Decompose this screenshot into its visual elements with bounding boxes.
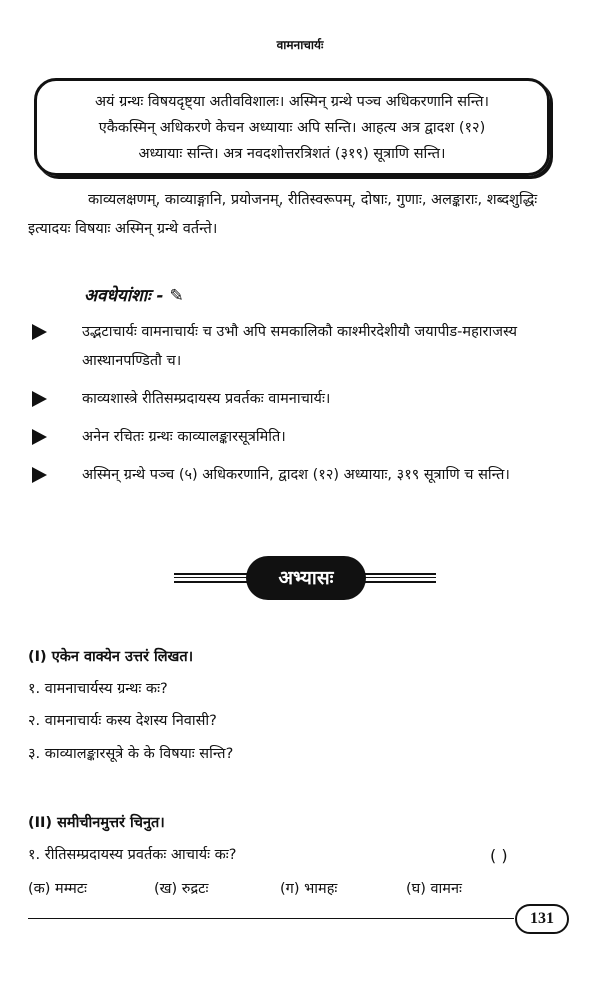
question-2-1: १. रीतिसम्प्रदायस्य प्रवर्तकः आचार्यः कः? bbox=[28, 847, 237, 863]
section-2-heading: (II) समीचीनमुत्तरं चिनुत। bbox=[28, 815, 165, 831]
list-item bbox=[28, 385, 576, 414]
running-header: वामनाचार्यः bbox=[276, 38, 324, 52]
summary-line-2: एकैकस्मिन् अधिकरणे केचन अध्यायाः अपि सन्ति। आहत्य अत्र द्वादश (१२) bbox=[98, 120, 486, 136]
section-1-heading: (I) एकेन वाक्येन उत्तरं लिखत। bbox=[28, 649, 194, 665]
exercise-label: अभ्यासः bbox=[246, 556, 366, 600]
arrow-bullet-icon bbox=[32, 391, 47, 407]
question-1-2: २. वामनाचार्यः कस्य देशस्य निवासी? bbox=[28, 713, 217, 729]
arrow-bullet-icon bbox=[32, 429, 47, 445]
list-item-text: काव्यशास्त्रे रीतिसम्प्रदायस्य प्रवर्तकः वामनाचार्यः। bbox=[82, 391, 331, 407]
points-list bbox=[28, 318, 576, 499]
exercise-banner bbox=[174, 554, 436, 604]
answer-options bbox=[28, 878, 548, 898]
option-gha[interactable]: (घ) वामनः bbox=[406, 881, 462, 897]
points-heading-text: अवधेयांशाः - bbox=[84, 286, 170, 306]
list-item bbox=[28, 461, 576, 490]
footer-rule bbox=[28, 918, 514, 919]
topics-paragraph: काव्यलक्षणम्, काव्याङ्गानि, प्रयोजनम्, रीतिस्वरूपम्, दोषाः, गुणाः, अलङ्काराः, शब्दशुद्धिः इत्यादयः विषयाः अस्मिन् ग्रन्थे वर्तन्ते। bbox=[28, 192, 538, 237]
page-number: 131 bbox=[515, 904, 569, 934]
points-heading bbox=[84, 283, 184, 306]
option-ka[interactable]: (क) मम्मटः bbox=[28, 881, 87, 897]
list-item-text: उद्भटाचार्यः वामनाचार्यः च उभौ अपि समकालिकौ काश्मीरदेशीयौ जयापीड-महाराजस्य आस्थानपण्डितौ च। bbox=[82, 324, 518, 369]
answer-blank[interactable]: ( ) bbox=[490, 846, 508, 865]
list-item bbox=[28, 318, 576, 376]
arrow-bullet-icon bbox=[32, 324, 47, 340]
list-item-text: अस्मिन् ग्रन्थे पञ्च (५) अधिकरणानि, द्वादश (१२) अध्यायाः, ३१९ सूत्राणि च सन्ति। bbox=[82, 467, 510, 483]
question-1-3: ३. काव्यालङ्कारसूत्रे के के विषयाः सन्ति? bbox=[28, 746, 234, 762]
summary-line-3: अध्यायाः सन्ति। अत्र नवदशोत्तरत्रिशतं (३१९) सूत्राणि सन्ति। bbox=[138, 146, 446, 162]
arrow-bullet-icon bbox=[32, 467, 47, 483]
list-item-text: अनेन रचितः ग्रन्थः काव्यालङ्कारसूत्रमिति। bbox=[82, 429, 286, 445]
summary-box bbox=[34, 78, 550, 176]
option-ga[interactable]: (ग) भामहः bbox=[280, 881, 338, 897]
note-pen-icon: ✎ bbox=[169, 286, 184, 306]
question-1-1: १. वामनाचार्यस्य ग्रन्थः कः? bbox=[28, 681, 168, 697]
summary-line-1: अयं ग्रन्थः विषयदृष्ट्या अतीवविशालः। अस्मिन् ग्रन्थे पञ्च अधिकरणानि सन्ति। bbox=[94, 94, 490, 110]
option-kha[interactable]: (ख) रुद्रटः bbox=[154, 881, 209, 897]
list-item bbox=[28, 423, 576, 452]
